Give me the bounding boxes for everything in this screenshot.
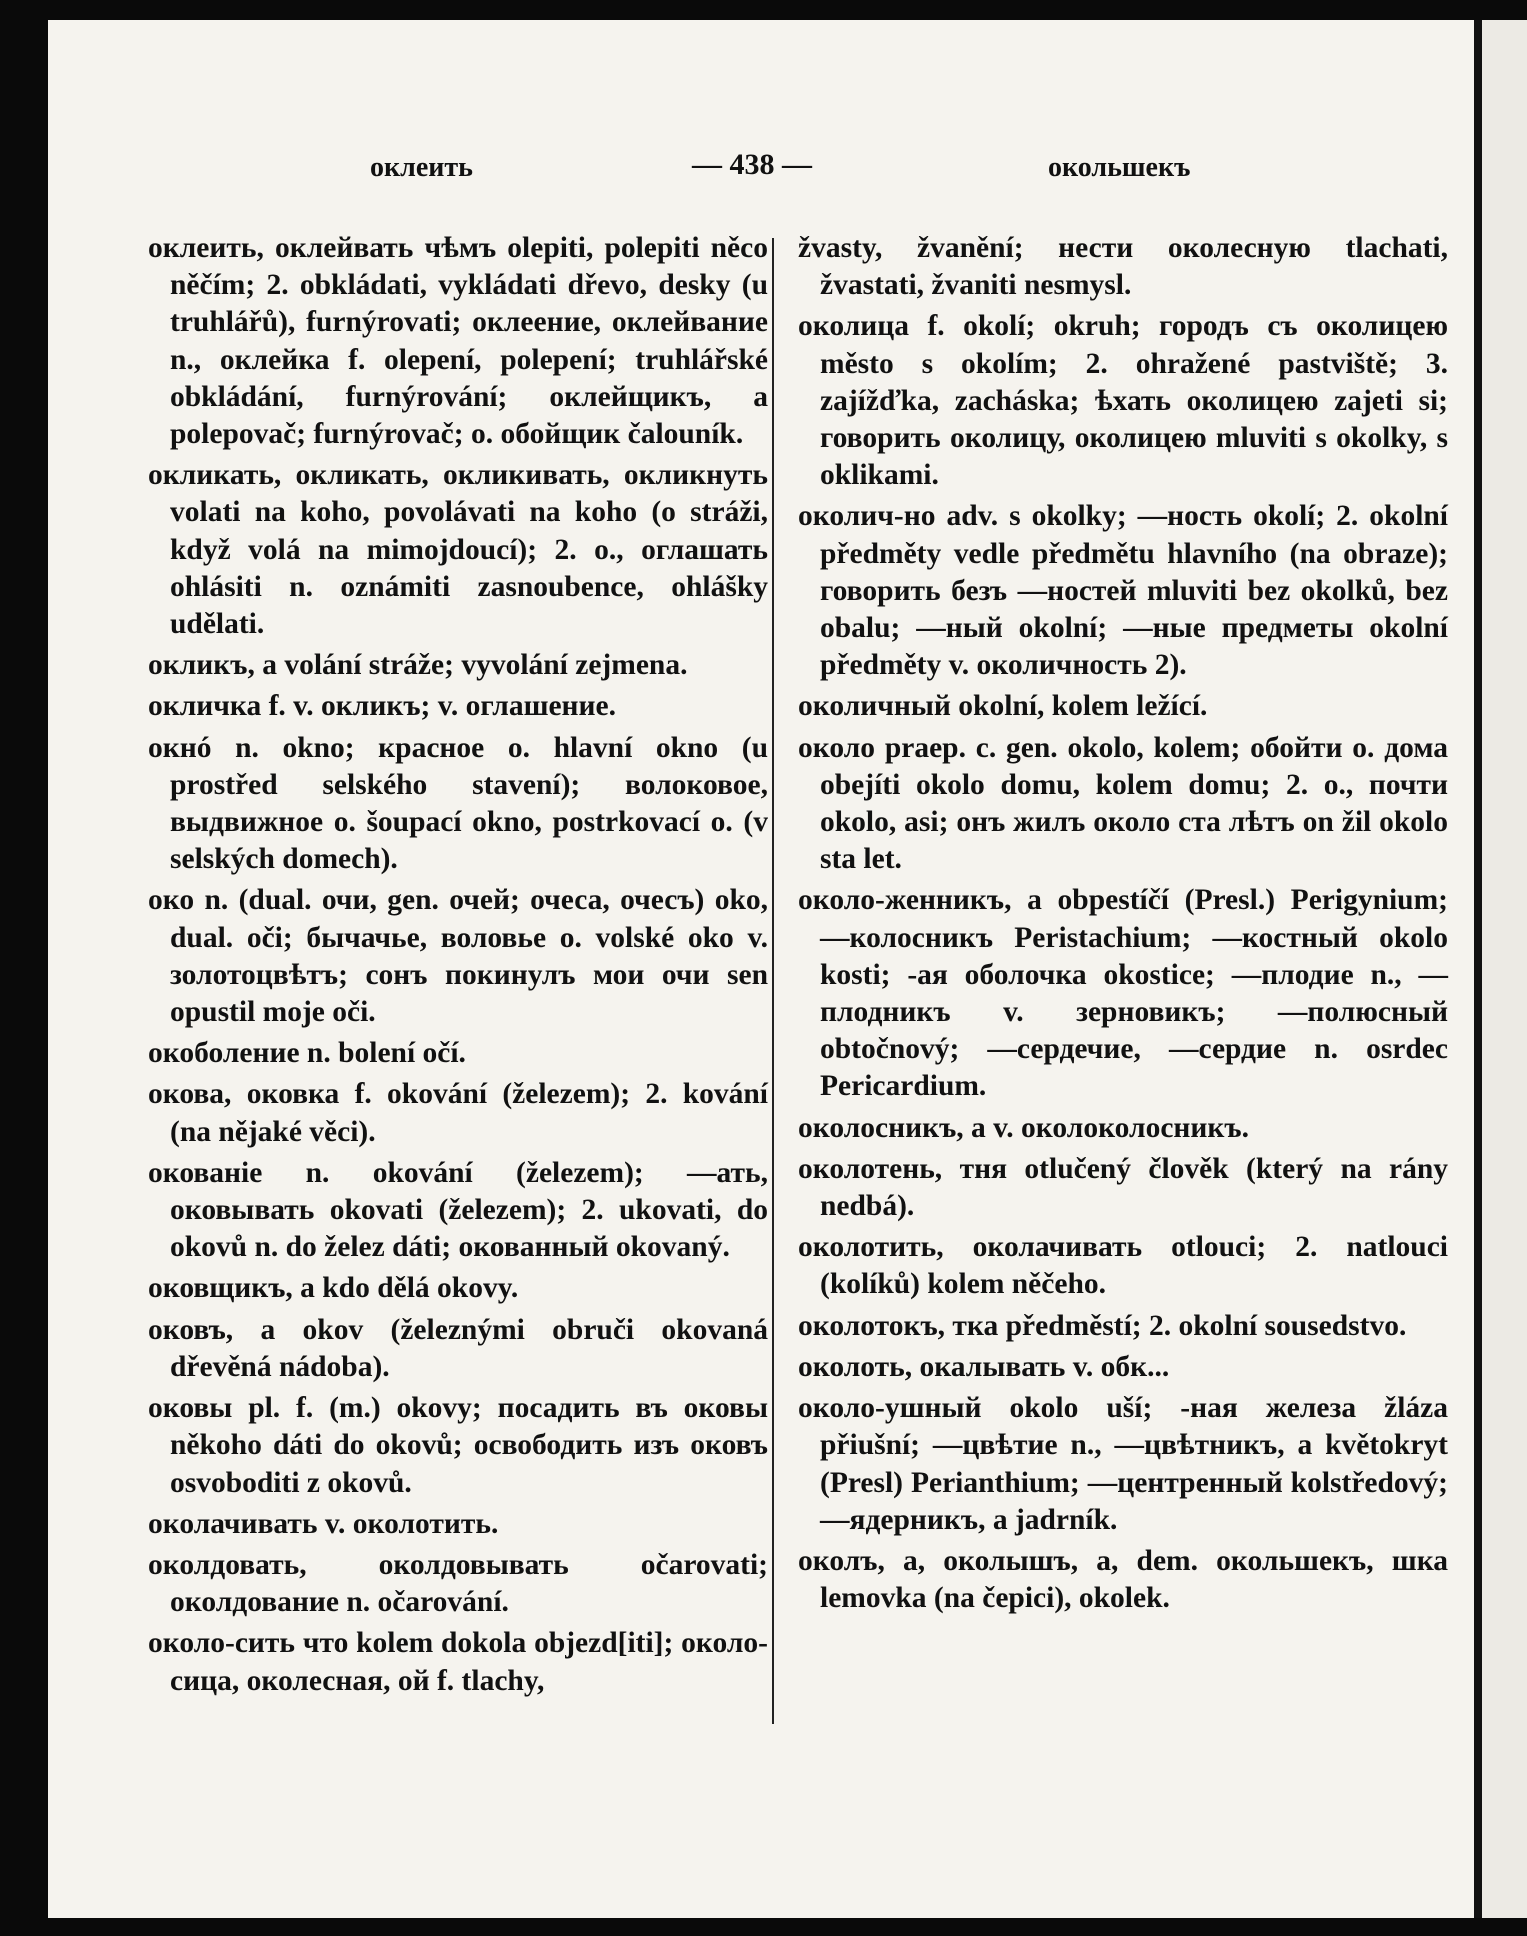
adjacent-page-sliver — [1482, 20, 1527, 1918]
head-right-word: окольшекъ — [1048, 152, 1191, 183]
entry: оковы pl. f. (m.) okovy; посадить въ оковы někoho dáti do okovů; освободить изъ оковъ osvoboditi z okovů. — [148, 1392, 768, 1499]
entry: оковъ, a okov (železnými obruči okovaná dřevěná nádoba). — [148, 1313, 768, 1383]
entry: около-сить что kolem dokola objezd[iti]; около-сица, околесная, ой f. tlachy, — [148, 1627, 768, 1697]
entry: около praep. c. gen. okolo, kolem; обойти о. дома obejíti okolo domu, kolem domu; 2. о., почти okolo, asi; онъ жилъ около ста лѣтъ on žil okolo sta let. — [798, 731, 1448, 876]
entry: околичный okolní, kolem ležící. — [798, 690, 1208, 723]
right-column — [798, 230, 1448, 1617]
entry: околоть, окалывать v. обк... — [798, 1350, 1170, 1383]
entry: окнó n. okno; красное o. hlavní okno (u prostřed selského stavení); волоковое, выдвижное o. šoupací okno, postrkovací o. (v selských domech). — [148, 731, 768, 876]
entry: околица f. okolí; okruh; городъ съ околицею město s okolím; 2. ohražené pastviště; 3. zajížďka, zacháska; ѣхать околицею zajeti si; говорить околицу, околицею mluviti s okolky, s oklikami. — [798, 310, 1448, 492]
entry: окликъ, a volání stráže; vyvolání zejmena. — [148, 649, 688, 682]
running-head — [48, 138, 1474, 198]
entry: околъ, a, околышъ, a, dem. окольшекъ, шка lemovka (na čepici), okolek. — [798, 1544, 1448, 1615]
entry: окличка f. v. окликъ; v. оглашение. — [148, 690, 617, 723]
entry: оклеить, оклейвать чѣмъ olepiti, polepiti něco něčím; 2. obkládati, vykládati dřevo, desky (u truhlářů), furnýrovati; оклеение, оклейвание n., оклейка f. olepení, polepení; truhlářské obkládání, furnýrování; оклейщикъ, a polepovač; furnýrovač; o. обойщик čalouník. — [148, 232, 768, 451]
entry: žvasty, žvanění; нести околесную tlachati, žvastati, žvaniti nesmysl. — [798, 232, 1448, 302]
entry: околич-но adv. s okolky; —ность okolí; 2. okolní předměty vedle předmětu hlavního (na obraze); говорить безъ —ностей mluviti bez okolků, bez obalu; —ный okolní; —ные предметы okolní předměty v. околичность 2). — [798, 500, 1448, 682]
page-number: — 438 — — [692, 148, 812, 181]
dictionary-page — [48, 20, 1474, 1918]
entry: окоболение n. bolení očí. — [148, 1037, 466, 1070]
entry: околдовать, околдовывать očarovati; околдование n. očarování. — [148, 1548, 768, 1619]
entry: окликать, окликать, окликивать, окликнуть volati na koho, povolávati na koho (o stráži, když volá na mimojdoucí); 2. o., оглашать ohlásiti n. oznámiti zasnoubence, ohlášky udělati. — [148, 459, 768, 641]
head-left-word: оклеить — [370, 152, 473, 183]
entry: околотить, околачивать otlouci; 2. natlouci (kolíků) kolem něčeho. — [798, 1231, 1448, 1301]
entry: около-ушный okolo uší; -ная железа žláza přiušní; —цвѣтие n., —цвѣтникъ, a květokryt (Presl) Perianthium; —центренный kolstředový; —ядерникъ, a jadrník. — [798, 1392, 1448, 1536]
entry: окова, оковка f. okování (železem); 2. kování (na nějaké věci). — [148, 1078, 768, 1148]
entry: око n. (dual. очи, gen. очей; очеса, очесъ) oko, dual. oči; бычачье, воловье o. volské oko v. золотоцвѣтъ; сонъ покинулъ мои очи sen opustil moje oči. — [148, 884, 768, 1029]
column-divider — [772, 238, 774, 1724]
entry: околачивать v. околотить. — [148, 1507, 499, 1540]
page-edge — [1474, 20, 1482, 1918]
entry: околосникъ, a v. околоколосникъ. — [798, 1111, 1249, 1144]
entry: околотень, тня otlučený člověk (který na rány nedbá). — [798, 1152, 1448, 1223]
entry: около-женникъ, a obpestíčí (Presl.) Perigynium; —колосникъ Peristachium; —костный okolo kosti; -ая оболочка okostice; —плодие n., —плодникъ v. зерновикъ; —полюсный obtočnový; —сердечие, —сердие n. osrdec Pericardium. — [798, 884, 1448, 1103]
entry: окованіе n. okování (železem); —ать, оковывать okovati (železem); 2. ukovati, do okovů n. do želez dáti; окованный okovaný. — [148, 1156, 768, 1264]
left-column — [148, 230, 768, 1700]
entry: оковщикъ, a kdo dělá okovy. — [148, 1272, 519, 1305]
entry: околотокъ, тка předměstí; 2. okolní sousedstvo. — [798, 1309, 1407, 1342]
